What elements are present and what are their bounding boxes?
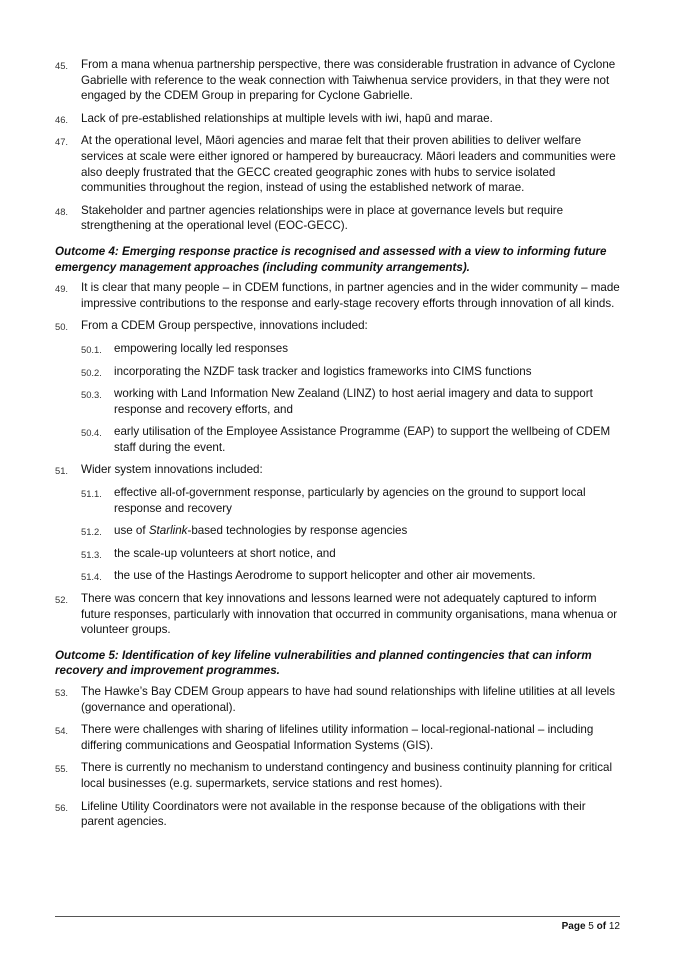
list-item (55, 591, 620, 638)
item-number: 46. (55, 113, 69, 125)
sub-list-item (55, 546, 620, 562)
sub-item-text: the scale-up volunteers at short notice, and (114, 546, 336, 560)
item-number: 51. (55, 465, 69, 477)
sub-item-text: the use of the Hastings Aerodrome to support helicopter and other air movements. (114, 569, 536, 583)
item-text: There were challenges with sharing of lifelines utility information – local-regional-national – including differing communications and Geospatial Information Systems (GIS). (81, 723, 594, 752)
item-number: 49. (55, 283, 69, 295)
sub-list-item (55, 424, 620, 455)
footer-divider (55, 916, 620, 917)
item-number: 50. (55, 321, 69, 333)
item-number: 53. (55, 687, 69, 698)
item-text: There is currently no mechanism to understand contingency and business continuity planning for critical local businesses (e.g. supermarkets, service stations and rest homes). (81, 761, 613, 790)
sub-item-number: 51.4. (81, 571, 102, 583)
item-text: Lifeline Utility Coordinators were not available in the response because of the obligations with their parent agencies. (81, 799, 586, 829)
item-text: There was concern that key innovations and lessons learned were not adequately captured to inform future responses, particularly with innovation that occurred in community organisations, mana whenua or volunteer groups. (81, 592, 618, 637)
item-number: 52. (55, 594, 69, 606)
sub-item-text: early utilisation of the Employee Assistance Programme (EAP) to support the wellbeing of CDEM staff during the event. (114, 425, 611, 454)
sub-list-item (55, 568, 620, 584)
item-text: It is clear that many people – in CDEM functions, in partner agencies and in the wider community – made impressive contributions to the response and early-stage recovery efforts through innovation of all kinds. (81, 281, 620, 310)
sub-item-number: 51.1. (81, 488, 102, 500)
list-item (55, 203, 620, 234)
sub-list-item (55, 523, 620, 539)
page-content (55, 57, 620, 837)
page-number: 5 (588, 921, 594, 932)
item-text: Lack of pre-established relationships at multiple levels with iwi, hapū and marae. (81, 111, 493, 125)
sub-item-text: effective all-of-government response, particularly by agencies on the ground to support local response and recovery (114, 486, 586, 515)
item-number: 55. (55, 763, 69, 775)
sub-item-number: 50.1. (81, 343, 102, 355)
item-number: 54. (55, 725, 69, 737)
item-number: 45. (55, 60, 69, 71)
list-item (55, 722, 620, 753)
item-number: 56. (55, 801, 69, 813)
outcome-4-heading: Outcome 4: Emerging response practice is recognised and assessed with a view to informing future emergency management approaches (including community arrangements). (55, 244, 607, 274)
sub-item-number: 50.3. (81, 389, 102, 401)
list-item (55, 799, 620, 830)
sub-item-text-pre: use of (114, 524, 149, 538)
list-item (55, 684, 620, 715)
sub-list-item (55, 386, 620, 417)
list-item (55, 462, 620, 478)
sub-item-number: 50.2. (81, 366, 102, 378)
starlink-term: Starlink (148, 524, 188, 538)
sub-list-item (55, 341, 620, 357)
sub-list-item (55, 364, 620, 380)
sub-item-text: empowering locally led responses (114, 341, 288, 355)
list-item (55, 133, 620, 195)
outcome-5-heading: Outcome 5: Identification of key lifeline vulnerabilities and planned contingencies that can inform recovery and improvement programmes. (55, 648, 592, 678)
sub-item-number: 51.2. (81, 526, 102, 538)
page-total: 12 (608, 921, 620, 932)
list-item (55, 280, 620, 311)
sub-item-number: 50.4. (81, 427, 102, 439)
item-number: 47. (55, 136, 69, 148)
list-item (55, 111, 620, 127)
of-label: of (596, 921, 607, 932)
list-item (55, 760, 620, 791)
item-number: 48. (55, 205, 69, 217)
item-text: From a CDEM Group perspective, innovations included: (81, 319, 368, 333)
page-label: Page (561, 921, 586, 932)
list-item (55, 57, 620, 104)
item-text: At the operational level, Māori agencies and marae felt that their proven abilities to deliver welfare services at scale were either ignored or hampered by bureaucracy. Māori leaders and communities were also deeply frustrated that the GECC created geographic zones with hubs to service isolated communities throughout the region, instead of using the established network of marae. (81, 134, 616, 195)
sub-item-number: 51.3. (81, 548, 102, 560)
item-text: Wider system innovations included: (81, 463, 263, 477)
item-text: From a mana whenua partnership perspective, there was considerable frustration in advance of Cyclone Gabrielle with reference to the weak connection with Taiwhenua service providers, in that they were not engaged by the CDEM Group in preparing for Cyclone Gabrielle. (81, 58, 616, 103)
item-text: Stakeholder and partner agencies relationships were in place at governance levels but require strengthening at the operational level (EOC-GECC). (81, 203, 564, 233)
sub-item-text: working with Land Information New Zealand (LINZ) to host aerial imagery and data to support response and recovery efforts, and (114, 387, 593, 416)
page-footer (562, 921, 620, 932)
item-text: The Hawke’s Bay CDEM Group appears to have had sound relationships with lifeline utilities at all levels (governance and operational). (81, 685, 616, 714)
sub-item-text: incorporating the NZDF task tracker and logistics frameworks into CIMS functions (114, 364, 532, 378)
list-item (55, 318, 620, 334)
sub-item-text-post: -based technologies by response agencies (187, 524, 408, 538)
sub-list-item (55, 485, 620, 516)
